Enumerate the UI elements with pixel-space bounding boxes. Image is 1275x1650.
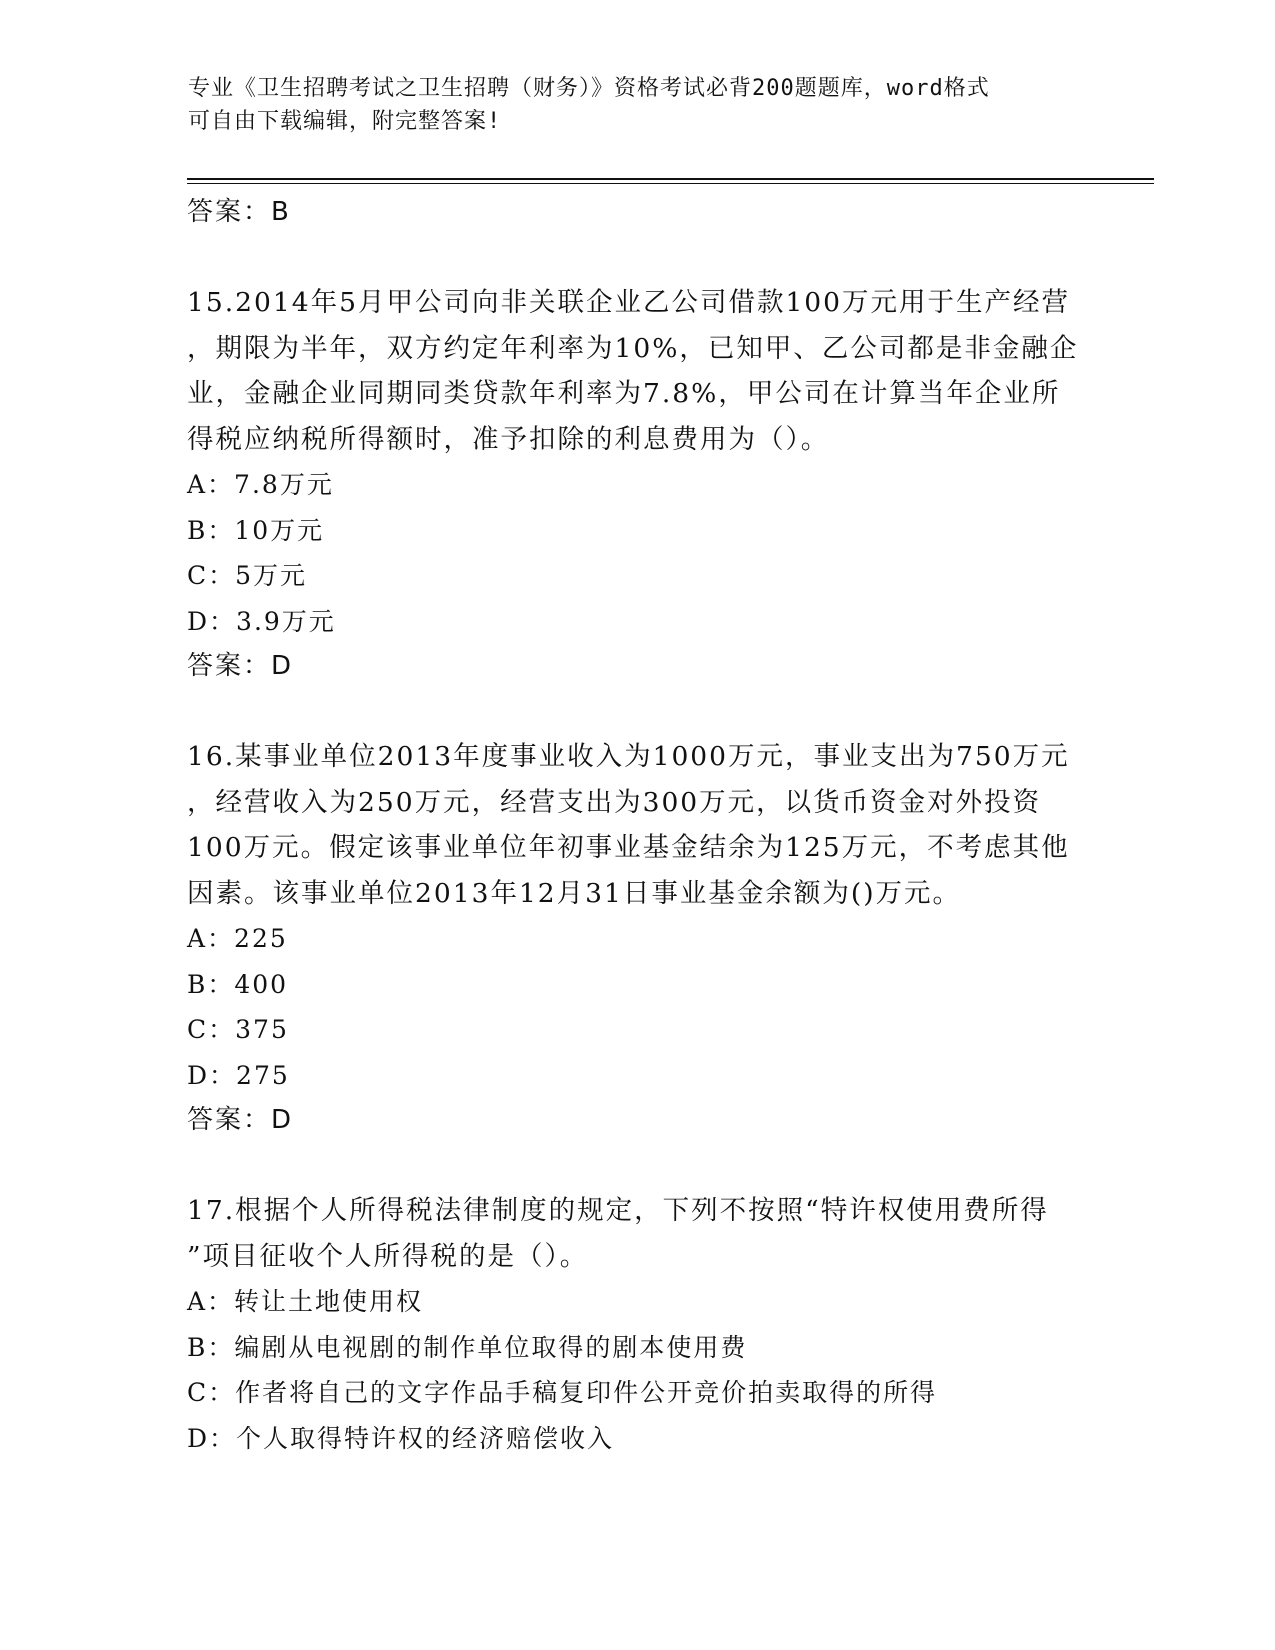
stem-line: 16.某事业单位2013年度事业收入为1000万元，事业支出为750万元	[187, 741, 1070, 772]
header-line-1: 专业《卫生招聘考试之卫生招聘（财务）》资格考试必背200题题库，word格式	[188, 76, 990, 101]
option-a: A：7.8万元	[187, 470, 334, 499]
stem-line: 得税应纳税所得额时，准予扣除的利息费用为（）。	[187, 423, 830, 455]
question-stem	[187, 280, 1087, 462]
document-body	[187, 190, 1087, 1461]
stem-line: 业，金融企业同期同类贷款年利率为7.8%，甲公司在计算当年企业所	[187, 378, 1061, 409]
option-c: C：作者将自己的文字作品手稿复印件公开竞价拍卖取得的所得	[187, 1378, 938, 1407]
option-c: C：375	[187, 1015, 289, 1044]
question-stem	[187, 1188, 1087, 1279]
question-stem	[187, 734, 1087, 916]
document-header	[188, 72, 1068, 138]
previous-answer: 答案：B	[187, 197, 291, 227]
option-c: C：5万元	[187, 561, 308, 590]
option-d: D：3.9万元	[187, 606, 336, 636]
stem-line: ”项目征收个人所得税的是（）。	[187, 1240, 589, 1272]
option-d: D：275	[187, 1060, 290, 1090]
option-d: D：个人取得特许权的经济赔偿收入	[187, 1423, 615, 1453]
option-b: B：编剧从电视剧的制作单位取得的剧本使用费	[187, 1332, 748, 1362]
stem-line: 因素。该事业单位2013年12月31日事业基金余额为()万元。	[187, 877, 962, 909]
option-a: A：转让土地使用权	[187, 1287, 424, 1316]
option-a: A：225	[187, 924, 288, 953]
option-b: B：10万元	[187, 515, 325, 545]
question-16	[187, 734, 1087, 1143]
header-divider-thick	[187, 178, 1154, 180]
stem-line: 17.根据个人所得税法律制度的规定，下列不按照“特许权使用费所得	[187, 1195, 1049, 1226]
header-line-2: 可自由下载编辑，附完整答案!	[188, 109, 502, 134]
answer: 答案：D	[187, 1105, 294, 1135]
stem-line: 100万元。假定该事业单位年初事业基金结余为125万元，不考虑其他	[187, 832, 1070, 863]
question-15	[187, 280, 1087, 689]
question-17	[187, 1188, 1087, 1461]
stem-line: ，经营收入为250万元，经营支出为300万元，以货币资金对外投资	[187, 786, 1042, 818]
stem-line: ，期限为半年，双方约定年利率为10%，已知甲、乙公司都是非金融企	[187, 332, 1079, 364]
header-divider-thin	[187, 183, 1154, 184]
stem-line: 15.2014年5月甲公司向非关联企业乙公司借款100万元用于生产经营	[187, 287, 1071, 318]
option-b: B：400	[187, 969, 289, 999]
answer: 答案：D	[187, 651, 294, 681]
